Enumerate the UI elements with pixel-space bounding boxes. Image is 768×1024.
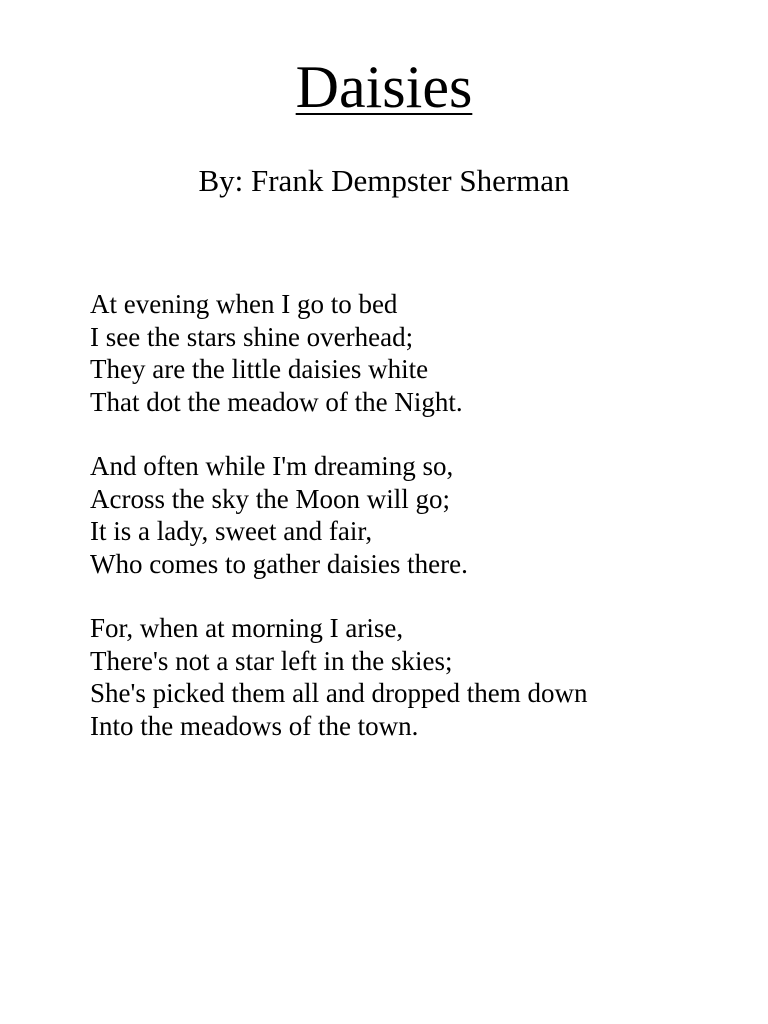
poem-title-text: Daisies <box>295 54 473 120</box>
stanza-3 <box>90 612 730 742</box>
poem-line: At evening when I go to bed <box>90 289 398 319</box>
poem-line: And often while I'm dreaming so, <box>90 451 454 481</box>
poem-line: They are the little daisies white <box>90 354 429 384</box>
poem-line: Who comes to gather daisies there. <box>90 548 468 579</box>
poem-line: It is a lady, sweet and fair, <box>90 516 373 546</box>
poem-line: For, when at morning I arise, <box>90 613 404 643</box>
poem-line: She's picked them all and dropped them down <box>90 678 588 708</box>
poem-line: I see the stars shine overhead; <box>90 321 414 352</box>
poem-line: Into the meadows of the town. <box>90 710 419 741</box>
poem-title <box>0 52 768 122</box>
stanza-1 <box>90 288 730 418</box>
poem-line: There's not a star left in the skies; <box>90 645 453 676</box>
poem-author: By: Frank Dempster Sherman <box>198 163 570 198</box>
poem-line: Across the sky the Moon will go; <box>90 483 450 514</box>
stanza-2 <box>90 450 730 580</box>
poem-line: That dot the meadow of the Night. <box>90 386 463 417</box>
poem-body <box>90 288 730 774</box>
